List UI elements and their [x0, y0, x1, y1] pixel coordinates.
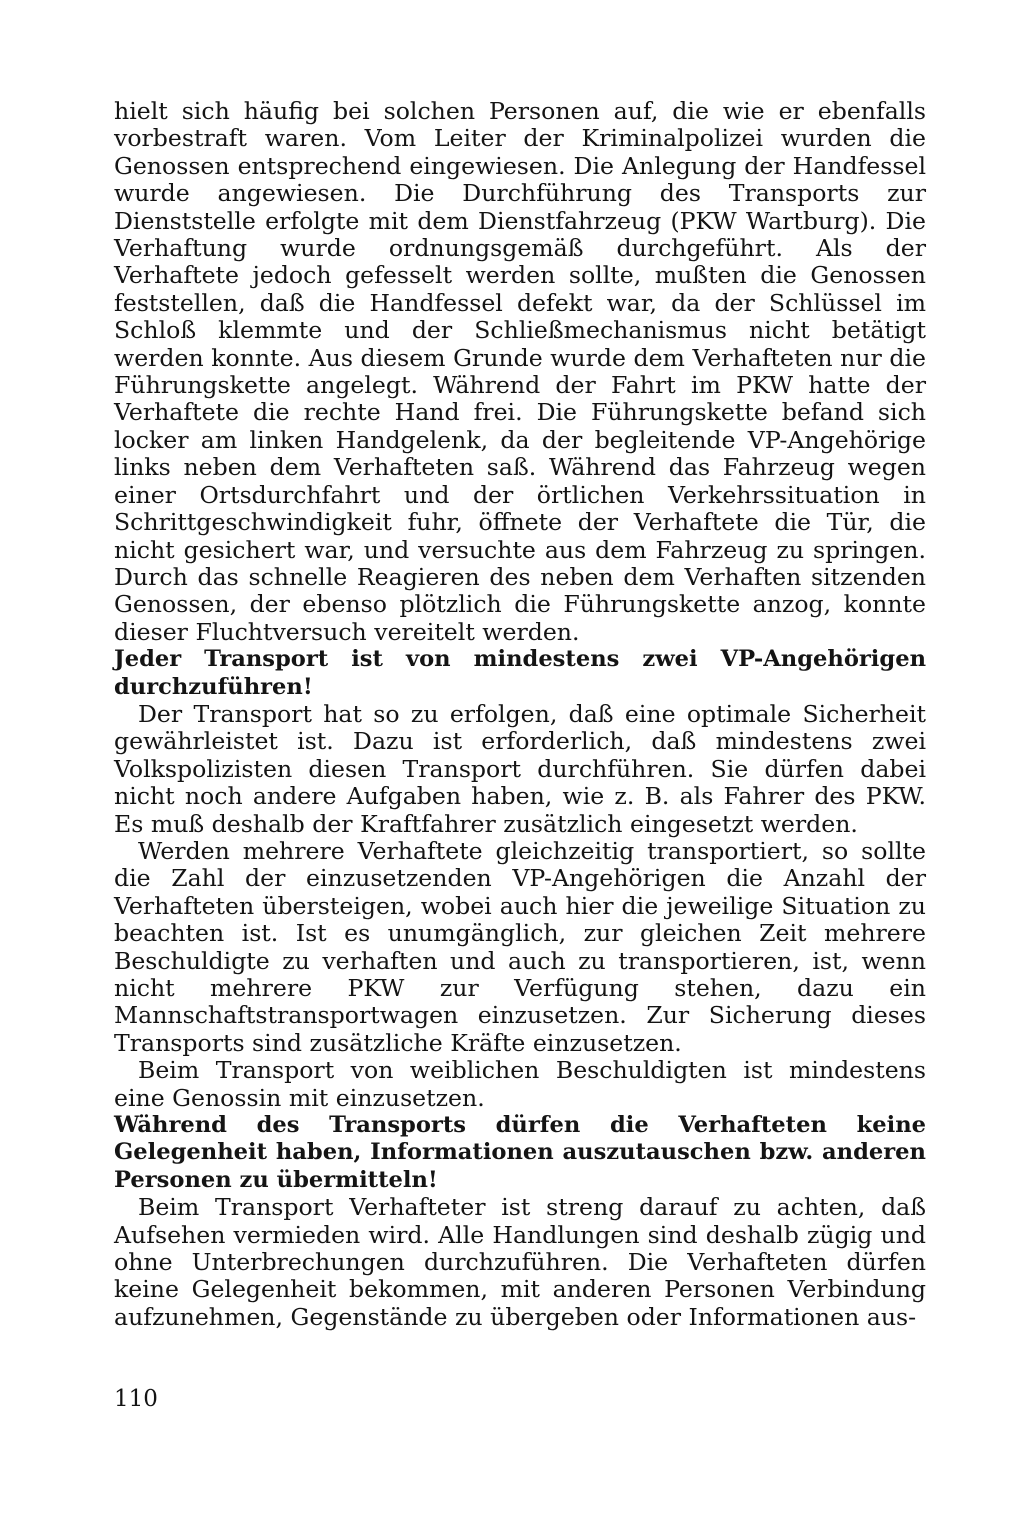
paragraph-female-detainees: Beim Transport von weiblichen Beschuldigten ist mindestens eine Genossin mit einzusetzen.: [114, 1056, 926, 1112]
heading-two-officers-rule: Jeder Transport ist von mindestens zwei VP-Angehörigen durchzuführen!: [114, 646, 926, 700]
paragraph-avoid-attention: Beim Transport Verhafteter ist streng darauf zu achten, daß Aufsehen vermieden wird. Alle Handlungen sind deshalb zügig und ohne Unterbrechungen durchzuführen. Die Verhafteten dürfen keine Gelegenheit bekommen, mit anderen Personen Verbindung aufzunehmen, Gegenstände zu übergeben oder Informationen aus-: [114, 1193, 926, 1331]
page-body: [114, 98, 926, 1331]
paragraph-multiple-detainees: Werden mehrere Verhaftete gleichzeitig transportiert, so sollte die Zahl der einzusetzenden VP-Angehörigen die Anzahl der Verhafteten übersteigen, wobei auch hier die jeweilige Situation zu beachten ist. Ist es unumgänglich, zur gleichen Zeit mehrere Beschuldigte zu verhaften und auch zu transportieren, ist, wenn nicht mehrere PKW zur Verfügung stehen, dazu ein Mannschaftstransportwagen einzusetzen. Zur Sicherung dieses Transports sind zusätzliche Kräfte einzusetzen.: [114, 836, 926, 1057]
paragraph-escape-attempt: hielt sich häufig bei solchen Personen auf, die wie er ebenfalls vorbestraft waren. Vom Leiter der Kriminalpolizei wurden die Genossen entsprechend eingewiesen. Die Anlegung der Handfessel wurde angewiesen. Die Durchführung des Transports zur Dienststelle erfolgte mit dem Dienstfahrzeug (PKW Wartburg). Die Verhaftung wurde ordnungsgemäß durchgeführt. Als der Verhaftete jedoch gefesselt werden sollte, mußten die Genossen feststellen, daß die Handfessel defekt war, da der Schlüssel im Schloß klemmte und der Schließmechanismus nicht betätigt werden konnte. Aus diesem Grunde wurde dem Verhafteten nur die Führungskette angelegt. Während der Fahrt im PKW hatte der Verhaftete die rechte Hand frei. Die Führungskette befand sich locker am linken Handgelenk, da der begleitende VP-Angehörige links neben dem Verhafteten saß. Während das Fahrzeug wegen einer Ortsdurchfahrt und der örtlichen Verkehrssituation in Schrittgeschwindigkeit fuhr, öffnete der Verhaftete die Tür, die nicht gesichert war, und versuchte aus dem Fahrzeug zu springen. Durch das schnelle Reagieren des neben dem Verhaften sitzenden Genossen, der ebenso plötzlich die Führungskette anzog, konnte dieser Fluchtversuch vereitelt werden.: [114, 97, 926, 646]
heading-no-information-exchange: Während des Transports dürfen die Verhafteten keine Gelegenheit haben, Informationen auszutauschen bzw. anderen Personen zu übermitteln!: [114, 1112, 926, 1193]
paragraph-optimal-security: Der Transport hat so zu erfolgen, daß eine optimale Sicherheit gewährleistet ist. Dazu ist erforderlich, daß mindestens zwei Volkspolizisten diesen Transport durchführen. Sie dürfen dabei nicht noch andere Aufgaben haben, wie z. B. als Fahrer des PKW. Es muß deshalb der Kraftfahrer zusätzlich eingesetzt werden.: [114, 699, 926, 838]
page-number: 110: [114, 1386, 158, 1412]
